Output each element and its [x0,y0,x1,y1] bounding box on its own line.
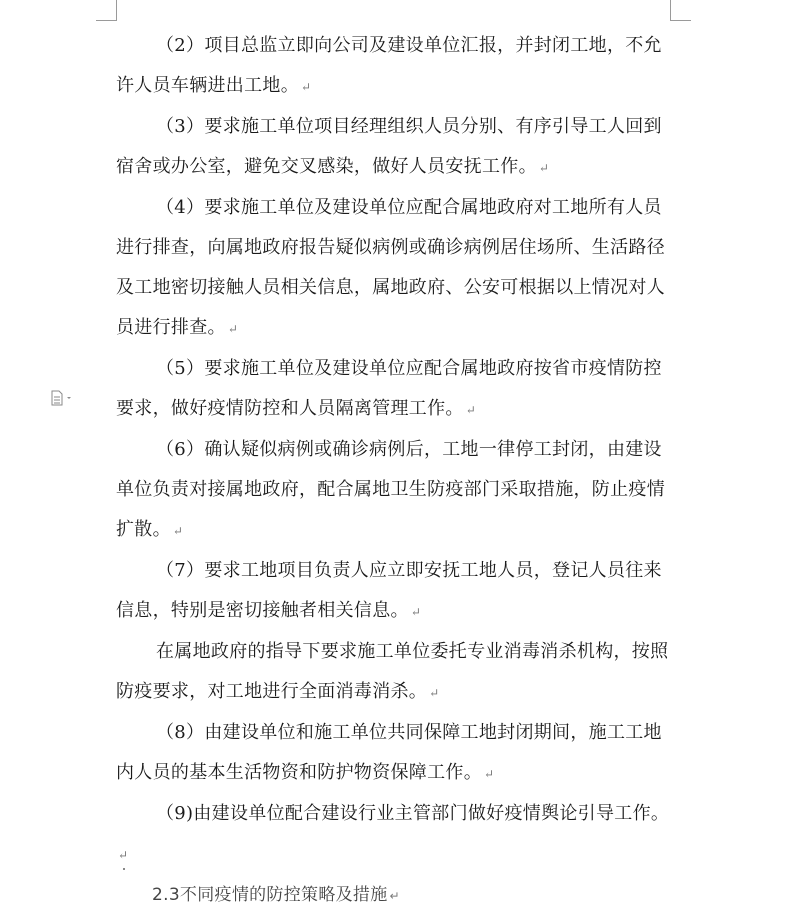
document-body [116,26,672,916]
paragraph-mark: ↵ [429,686,440,700]
paragraph-mark: ↵ [227,322,239,336]
paragraph: （6）确认疑似病例或确诊病例后，工地一律停工封闭，由建设单位负责对接属地政府，配合属地卫生防疫部门采取措施，防止疫情扩散。 ↵ [116,439,665,540]
page-corner-top-right [670,0,691,21]
paragraph: （2）项目总监立即向公司及建设单位汇报，并封闭工地，不允许人员车辆进出工地。 ↵ [116,35,662,96]
page-corner-top-left [96,0,117,21]
paragraph: （9)由建设单位配合建设行业主管部门做好疫情舆论引导工作。↵ [118,803,670,862]
paragraph-mark: ↵ [301,80,312,94]
paragraph-mark: ↵ [389,889,400,903]
cursor-dot [123,868,125,870]
paragraph-mark: ↵ [172,524,184,538]
paragraph: （7）要求工地项目负责人应立即安抚工地人员，登记人员往来信息，特别是密切接触者相关信息。 ↵ [116,560,662,621]
paragraph-mark: ↵ [118,848,129,862]
paragraph: 在属地政府的指导下要求施工单位委托专业消毒消杀机构，按照防疫要求，对工地进行全面消毒消杀。 ↵ [116,641,669,702]
paragraph-mark: ↵ [538,161,550,175]
paragraph-mark: ↵ [465,403,477,417]
paragraph: （3）要求施工单位项目经理组织人员分别、有序引导工人回到宿舍或办公室，避免交叉感染，做好人员安抚工作。 ↵ [116,116,662,177]
paragraph-mark: ↵ [484,767,495,781]
paragraph: （5）要求施工单位及建设单位应配合属地政府按省市疫情防控要求，做好疫情防控和人员隔离管理工作。 ↵ [116,358,662,419]
paragraph-mark: ↵ [410,605,422,619]
paragraph: （4）要求施工单位及建设单位应配合属地政府对工地所有人员进行排查，向属地政府报告疑似病例或确诊病例居住场所、生活路径及工地密切接触人员相关信息，属地政府、公安可根据以上情况对人员进行排查。 ↵ [116,197,665,338]
document-icon[interactable] [50,390,76,406]
paragraph: （8）由建设单位和施工单位共同保障工地封闭期间，施工工地内人员的基本生活物资和防护物资保障工作。 ↵ [116,722,662,783]
section-heading: 2.3不同疫情的防控策略及措施 ↵ [152,885,400,905]
